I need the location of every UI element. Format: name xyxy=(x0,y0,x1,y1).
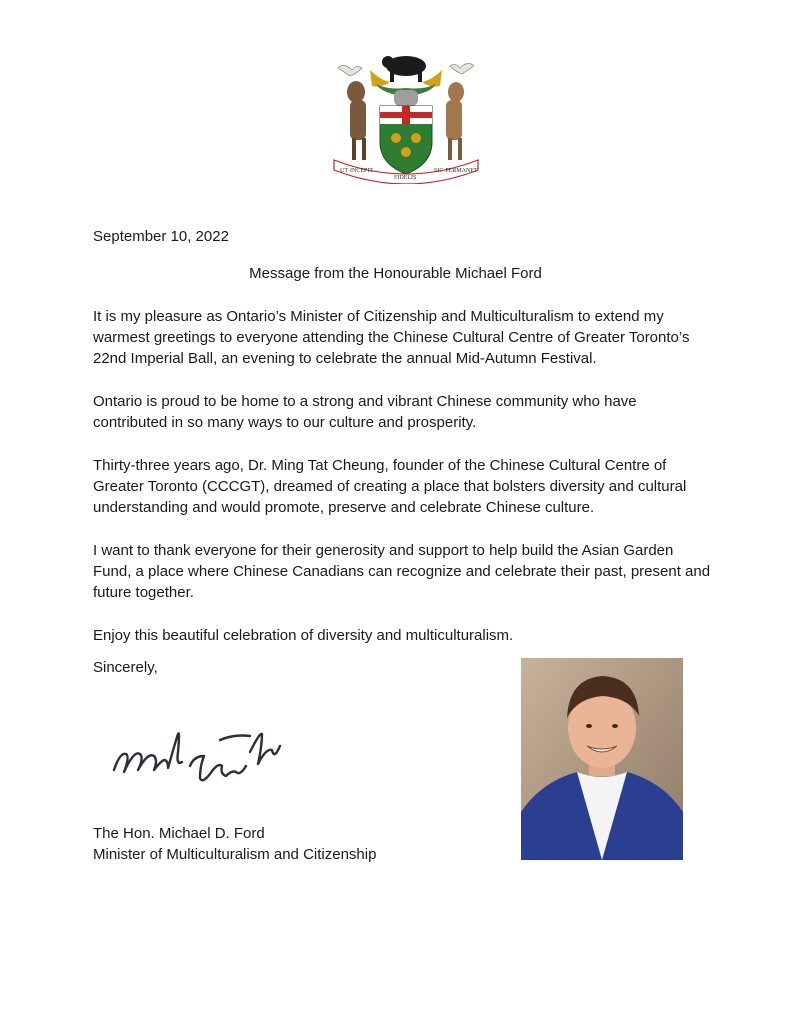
motto-right: SIC·PERMANET xyxy=(434,168,478,174)
motto-left: UT·INCEPIT xyxy=(340,168,373,174)
signer-title: Minister of Multiculturalism and Citizenship xyxy=(93,846,377,863)
bear-icon xyxy=(382,56,426,82)
shield-icon xyxy=(380,106,432,174)
ontario-coat-of-arms xyxy=(318,48,494,184)
letter-heading: Message from the Honourable Michael Ford xyxy=(249,265,542,282)
letter-body xyxy=(93,306,713,668)
paragraph: It is my pleasure as Ontario’s Minister of Citizenship and Multiculturalism to extend my warmest greetings to everyone attending the Chinese Cultural Centre of Greater Toronto’s 22nd Imperial Ball, an evening to celebrate the annual Mid-Autumn Festival. xyxy=(93,308,690,367)
motto-center: FIDELIS xyxy=(394,175,417,181)
signer-name: The Hon. Michael D. Ford xyxy=(93,825,265,842)
signer-block xyxy=(93,823,376,865)
letter-date: September 10, 2022 xyxy=(93,228,229,245)
paragraph: Ontario is proud to be home to a strong and vibrant Chinese community who have contributed in so many ways to our culture and prosperity. xyxy=(93,393,637,431)
moose-icon xyxy=(338,65,366,160)
paragraph: I want to thank everyone for their generosity and support to help build the Asian Garden Fund, a place where Chinese Canadians can recognize and celebrate their past, present and future together. xyxy=(93,542,711,601)
paragraph: Thirty-three years ago, Dr. Ming Tat Cheung, founder of the Chinese Cultural Centre of Greater Toronto (CCCGT), dreamed of creating a place that bolsters diversity and cultural understanding and would promote, preserve and celebrate Chinese culture. xyxy=(93,457,687,516)
deer-icon xyxy=(446,63,474,160)
minister-portrait-photo xyxy=(521,658,683,860)
letter-closing: Sincerely, xyxy=(93,659,158,676)
paragraph: Enjoy this beautiful celebration of diversity and multiculturalism. xyxy=(93,627,514,644)
handwritten-signature xyxy=(100,718,340,808)
